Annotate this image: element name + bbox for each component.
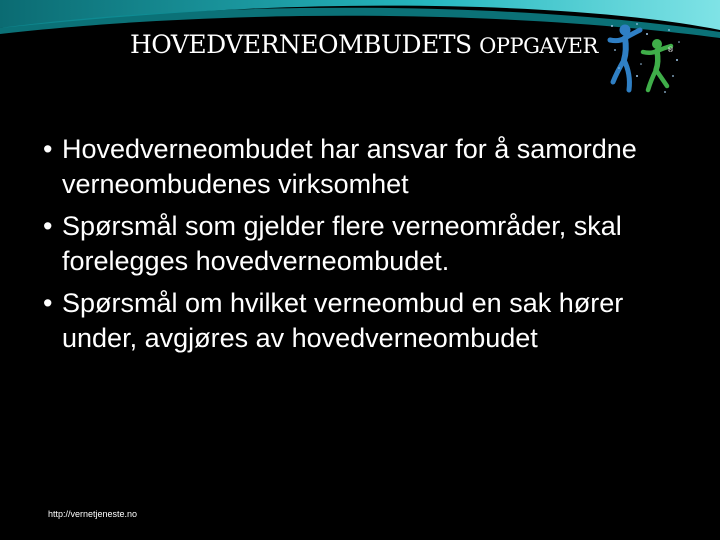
svg-text:®: ® [667,46,674,54]
bullet-list [44,132,684,363]
slide-title [130,30,620,59]
title-suffix: OPPGAVER [479,34,598,58]
bullet-item: • Spørsmål om hvilket verneombud en sak hører under, avgjøres av hovedverneombudet [44,286,684,356]
bullet-item: • Hovedverneombudet har ansvar for å samordne verneombudenes virksomhet [44,132,684,202]
people-logo-icon [607,20,685,96]
title-main: HOVEDVERNEOMBUDETS [130,30,472,59]
footer-url[interactable]: http://vernetjeneste.no [48,509,138,519]
bullet-item: • Spørsmål som gjelder flere verneområder, skal forelegges hovedverneombudet. [44,209,684,279]
